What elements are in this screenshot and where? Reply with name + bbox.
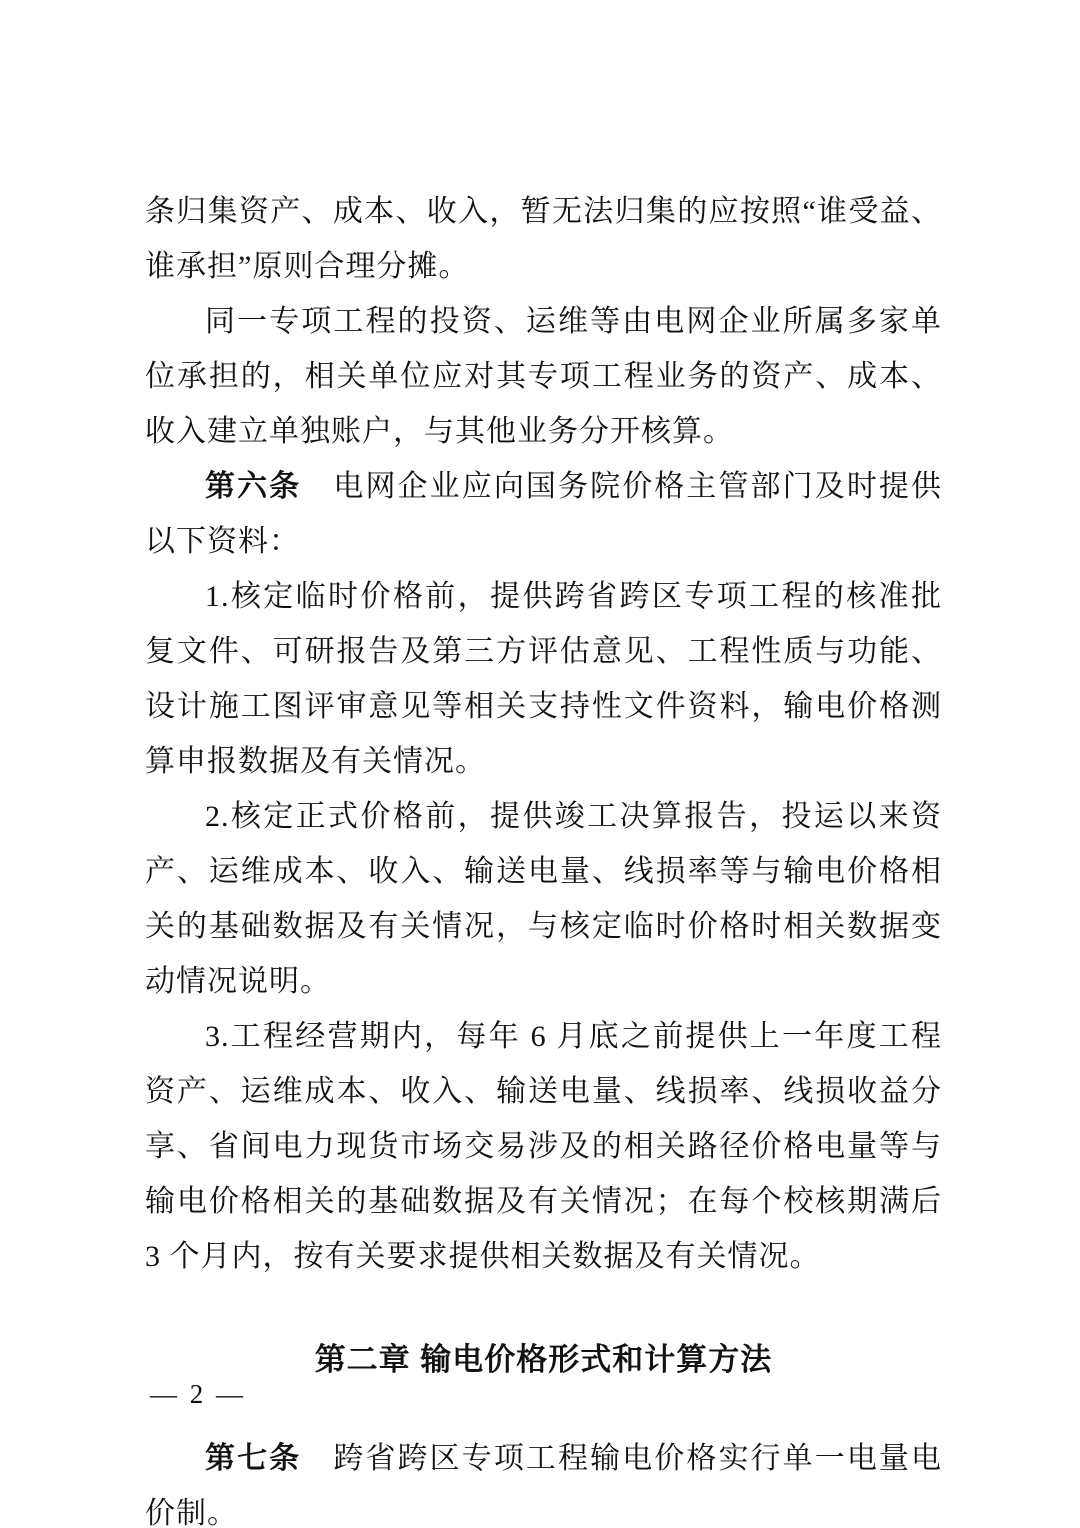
body-paragraph-continuation bbox=[145, 184, 942, 294]
paragraph-text: 条归集资产、成本、收入，暂无法归集的应按照“谁受益、谁承担”原则合理分摊。 bbox=[145, 195, 942, 283]
paragraph-text: 1.核定临时价格前，提供跨省跨区专项工程的核准批复文件、可研报告及第三方评估意见、工程性质与功能、设计施工图评审意见等相关支持性文件资料，输电价格测算申报数据及有关情况。 bbox=[145, 580, 942, 778]
article-number-label: 第六条 bbox=[205, 470, 302, 503]
paragraph-text: 跨省跨区专项工程输电价格实行单一电量电价制。 bbox=[145, 1442, 943, 1528]
paragraph-text: 2.核定正式价格前，提供竣工决算报告，投运以来资产、运维成本、收入、输送电量、线损率等与输电价格相关的基础数据及有关情况，与核定临时价格时相关数据变动情况说明。 bbox=[145, 800, 942, 998]
paragraph-text: 3.工程经营期内，每年 6 月底之前提供上一年度工程资产、运维成本、收入、输送电量、线损率、线损收益分享、省间电力现货市场交易涉及的相关路径价格电量等与输电价格相关的基础数据及有关情况；在每个校核期满后 3 个月内，按有关要求提供相关数据及有关情况。 bbox=[145, 1020, 942, 1273]
body-paragraph-item-2 bbox=[145, 789, 942, 1009]
body-paragraph bbox=[145, 294, 942, 459]
body-paragraph-item-3 bbox=[145, 1009, 942, 1284]
article-number-label: 第七条 bbox=[205, 1442, 302, 1475]
document-body bbox=[145, 184, 942, 1528]
body-paragraph-article-7 bbox=[145, 1431, 942, 1528]
paragraph-text: 同一专项工程的投资、运维等由电网企业所属多家单位承担的，相关单位应对其专项工程业务的资产、成本、收入建立单独账户，与其他业务分开核算。 bbox=[145, 305, 942, 448]
chapter-heading: 第二章 输电价格形式和计算方法 bbox=[314, 1342, 773, 1377]
page-number: — 2 — bbox=[150, 1379, 246, 1409]
paragraph-text: 电网企业应向国务院价格主管部门及时提供以下资料： bbox=[145, 470, 943, 558]
body-paragraph-item-1 bbox=[145, 569, 942, 789]
body-paragraph-article-6 bbox=[145, 459, 942, 569]
